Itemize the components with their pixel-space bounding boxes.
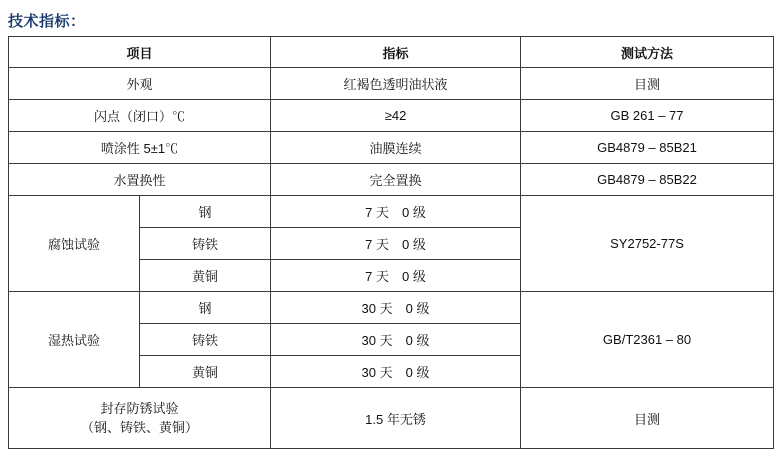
table-row [9, 292, 774, 324]
storage-test-line1: 封存防锈试验 [100, 400, 179, 416]
page-title: 技术指标： [8, 13, 86, 30]
cell-spec: ≥42 [271, 100, 521, 132]
cell-spec: 1.5 年无锈 [271, 388, 521, 449]
table-row [9, 196, 774, 228]
cell-spec: 红褐色透明油状液 [271, 68, 521, 100]
cell-method: GB4879 – 85B21 [521, 132, 774, 164]
table-row [9, 164, 774, 196]
cell-spec: 7 天 0 级 [271, 196, 521, 228]
cell-spec: 7 天 0 级 [271, 228, 521, 260]
table-row [9, 388, 774, 449]
column-header-item: 项目 [9, 37, 271, 68]
table-row [9, 132, 774, 164]
cell-method: GB4879 – 85B22 [521, 164, 774, 196]
cell-method: 目测 [521, 388, 774, 449]
cell-item: 外观 [9, 68, 271, 100]
cell-item: 喷涂性 5±1℃ [9, 132, 271, 164]
cell-method: 目测 [521, 68, 774, 100]
cell-method: GB/T2361 – 80 [521, 292, 774, 388]
cell-subitem: 黄铜 [140, 260, 271, 292]
column-header-spec: 指标 [271, 37, 521, 68]
cell-spec: 30 天 0 级 [271, 324, 521, 356]
cell-subitem: 黄铜 [140, 356, 271, 388]
storage-test-line2: （钢、铸铁、黄铜） [81, 420, 199, 435]
table-row [9, 68, 774, 100]
cell-subitem: 钢 [140, 292, 271, 324]
cell-method: GB 261 – 77 [521, 100, 774, 132]
table-header-row [9, 37, 774, 68]
group-label-humidity-test: 湿热试验 [9, 292, 140, 388]
cell-spec: 30 天 0 级 [271, 292, 521, 324]
table-row [9, 100, 774, 132]
cell-item-storage-rust-test [9, 388, 271, 449]
technical-specifications-table [8, 36, 774, 449]
cell-item: 水置换性 [9, 164, 271, 196]
group-label-corrosion-test: 腐蚀试验 [9, 196, 140, 292]
cell-item: 闪点（闭口）℃ [9, 100, 271, 132]
column-header-method: 测试方法 [521, 37, 774, 68]
cell-subitem: 铸铁 [140, 324, 271, 356]
cell-spec: 30 天 0 级 [271, 356, 521, 388]
cell-subitem: 铸铁 [140, 228, 271, 260]
cell-spec: 7 天 0 级 [271, 260, 521, 292]
cell-subitem: 钢 [140, 196, 271, 228]
cell-method: SY2752-77S [521, 196, 774, 292]
cell-spec: 完全置换 [271, 164, 521, 196]
cell-spec: 油膜连续 [271, 132, 521, 164]
